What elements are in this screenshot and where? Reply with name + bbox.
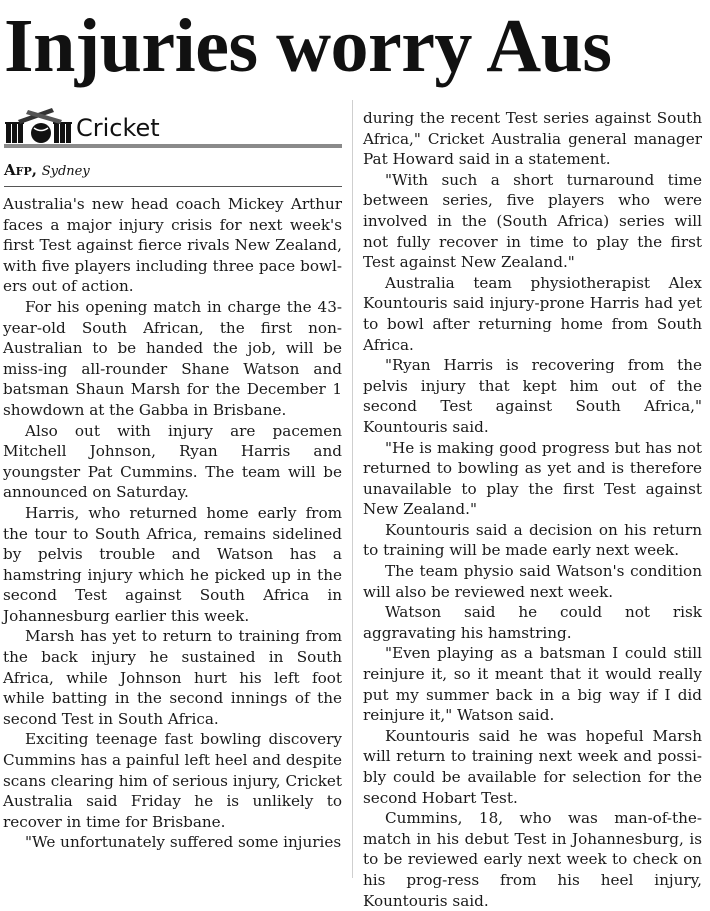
- paragraph: For his opening match in charge the 43-year-old South African, the first non-Australian to be handed the job, will be miss-ing all-rounder Shane Watson and batsman Shaun Marsh for the December 1 showdown at the Gabba in Brisbane.: [3, 297, 342, 419]
- article-column-2: [363, 108, 702, 911]
- paragraph: Australia's new head coach Mickey Arthur faces a major injury crisis for next week's first Test against fierce rivals New Zealand, with five players including three pace bowl-ers out of action.: [3, 195, 342, 296]
- paragraph: "We unfortunately suffered some injuries: [25, 833, 342, 852]
- paragraph: Cummins, 18, who was man-of-the-match in his debut Test in Johannesburg, is to be reviewed early next week to check on his prog-ress from his heel injury, Kountouris said.: [363, 809, 702, 910]
- paragraph-continuation: during the recent Test series against South Africa," Cricket Australia general manager Pat Howard said in a statement.: [363, 109, 702, 169]
- paragraph: "He is making good progress but has not returned to bowling as yet and is therefore unavailable to play the first Test against New Zealand.": [363, 438, 702, 519]
- paragraph: "Even playing as a batsman I could still reinjure it, so it meant that it would really put my summer back in a big way if I did reinjure it," Watson said.: [363, 644, 702, 725]
- headline: Injuries worry Aus: [4, 4, 612, 88]
- paragraph: Marsh has yet to return to training from the back injury he sustained in South Africa, while Johnson hurt his left foot while batting in the second innings of the second Test in South Africa.: [3, 627, 342, 728]
- paragraph: The team physio said Watson's condition will also be reviewed next week.: [363, 562, 702, 601]
- paragraph: Also out with injury are pacemen Mitchell Johnson, Ryan Harris and youngster Pat Cummins. The team will be announced on Saturday.: [3, 421, 342, 502]
- paragraph: Australia team physiotherapist Alex Kountouris said injury-prone Harris had yet to bowl after returning home from South Africa.: [363, 273, 702, 354]
- paragraph: Harris, who returned home early from the tour to South Africa, remains sidelined by pelvis trouble and Watson has a hamstring injury which he picked up in the second Test against South Africa in Johannesburg earlier this week.: [3, 503, 342, 625]
- paragraph: Exciting teenage fast bowling discovery Cummins has a painful left heel and despite scans clearing him of serious injury, Cricket Australia said Friday he is unlikely to recover in time for Brisbane.: [3, 730, 342, 831]
- paragraph: "Ryan Harris is recovering from the pelvis injury that kept him out of the second Test against South Africa," Kountouris said.: [363, 356, 702, 436]
- byline-agency: Afp,: [4, 161, 37, 179]
- paragraph: Kountouris said a decision on his return to training will be made early next week.: [363, 520, 702, 560]
- paragraph: Watson said he could not risk aggravating his hamstring.: [363, 603, 702, 642]
- paragraph: "With such a short turnaround time between series, five players who were involved in the (South Africa) series will not fully recover in time to play the first Test against New Zealand.": [363, 170, 702, 272]
- section-label: Cricket: [76, 114, 160, 142]
- section-rule: [4, 144, 342, 148]
- section-header: [4, 106, 342, 146]
- cricket-bat-ball-stumps-icon: [4, 106, 72, 144]
- article-column-1: [3, 194, 342, 853]
- column-divider: [352, 100, 353, 878]
- byline: [4, 160, 342, 182]
- byline-rule: [4, 186, 342, 187]
- byline-city: Sydney: [41, 164, 90, 179]
- paragraph: Kountouris said he was hopeful Marsh will return to training next week and possi-bly could be available for selection for the second Hobart Test.: [363, 726, 702, 807]
